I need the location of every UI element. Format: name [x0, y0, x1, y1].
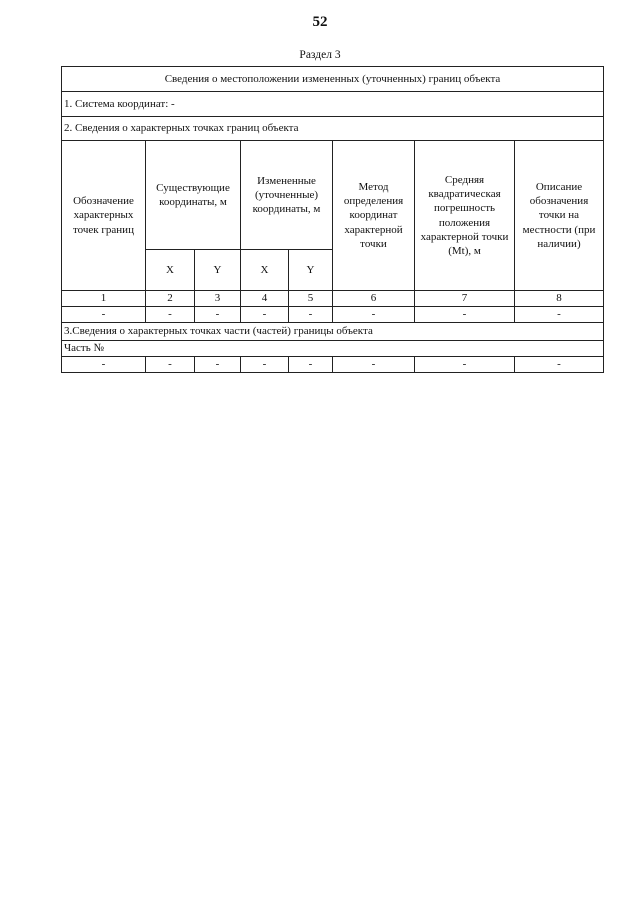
- header-x-changed: X: [241, 250, 289, 291]
- column-number: 4: [241, 291, 289, 307]
- header-designation: Обозначение характерных точек границ: [62, 141, 146, 291]
- table-row: [62, 357, 604, 373]
- column-number: 2: [146, 291, 195, 307]
- page-number: 52: [312, 14, 328, 30]
- parts-heading-row: [62, 323, 604, 341]
- coordinate-system: 1. Система координат: -: [62, 92, 604, 117]
- table-cell: -: [289, 307, 333, 323]
- column-number: 5: [289, 291, 333, 307]
- column-number: 6: [333, 291, 415, 307]
- table-title: Сведения о местоположении измененных (уточненных) границ объекта: [62, 67, 604, 92]
- table-cell: -: [195, 307, 241, 323]
- header-row: [62, 141, 604, 250]
- table-cell: -: [415, 307, 515, 323]
- table-cell: -: [333, 307, 415, 323]
- table-cell: -: [241, 357, 289, 373]
- table-cell: -: [333, 357, 415, 373]
- header-method: Метод определения координат характерной точки: [333, 141, 415, 291]
- parts-heading: 3.Сведения о характерных точках части (частей) границы объекта: [62, 323, 604, 341]
- part-label: Часть №: [62, 341, 604, 357]
- table-cell: -: [62, 307, 146, 323]
- header-y-changed: Y: [289, 250, 333, 291]
- points-heading-row: [62, 117, 604, 141]
- column-number: 8: [515, 291, 604, 307]
- part-label-row: [62, 341, 604, 357]
- table-cell: -: [241, 307, 289, 323]
- table-cell: -: [62, 357, 146, 373]
- table-cell: -: [146, 357, 195, 373]
- points-heading: 2. Сведения о характерных точках границ объекта: [62, 117, 604, 141]
- table-cell: -: [515, 307, 604, 323]
- table-cell: -: [515, 357, 604, 373]
- column-numbers-row: [62, 291, 604, 307]
- column-number: 7: [415, 291, 515, 307]
- boundary-points-table: [61, 66, 604, 373]
- table-title-row: [62, 67, 604, 92]
- table-cell: -: [289, 357, 333, 373]
- column-number: 3: [195, 291, 241, 307]
- header-existing-coords: Существующие координаты, м: [146, 141, 241, 250]
- table-cell: -: [146, 307, 195, 323]
- column-number: 1: [62, 291, 146, 307]
- coordinate-system-row: [62, 92, 604, 117]
- table-cell: -: [415, 357, 515, 373]
- header-error: Средняя квадратическая погрешность положения характерной точки (Mt), м: [415, 141, 515, 291]
- section-label: Раздел 3: [299, 49, 341, 61]
- table-cell: -: [195, 357, 241, 373]
- header-y-existing: Y: [195, 250, 241, 291]
- header-x-existing: X: [146, 250, 195, 291]
- header-changed-coords: Измененные (уточненные) координаты, м: [241, 141, 333, 250]
- table-row: [62, 307, 604, 323]
- header-description: Описание обозначения точки на местности (при наличии): [515, 141, 604, 291]
